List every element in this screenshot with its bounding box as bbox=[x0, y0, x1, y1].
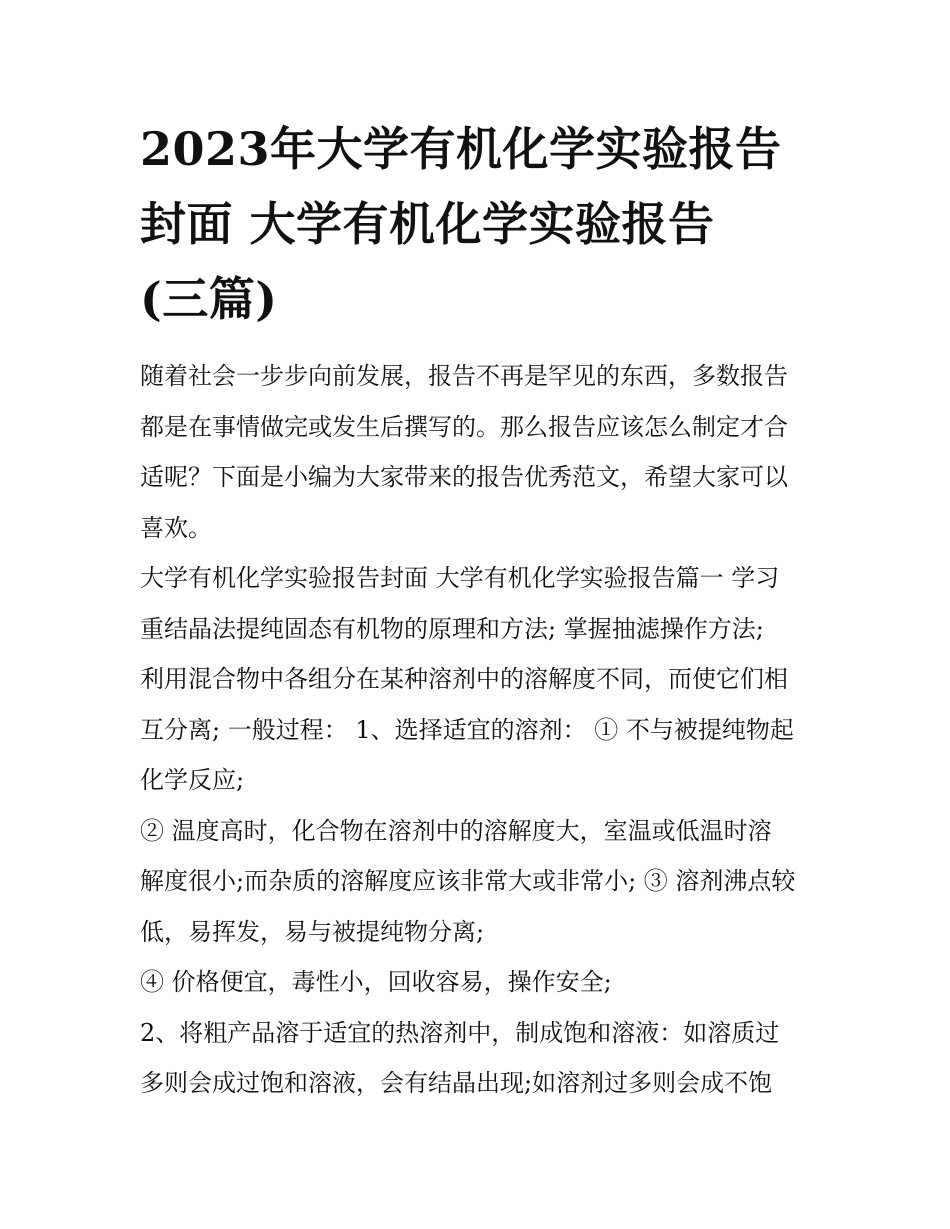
solvent-cost-paragraph bbox=[140, 957, 820, 1008]
step-two-paragraph bbox=[140, 1008, 820, 1109]
text-line: 适呢？下面是小编为大家带来的报告优秀范文，希望大家可以 bbox=[140, 463, 788, 491]
text-line: ④ 价格便宜，毒性小，回收容易，操作安全; bbox=[140, 968, 612, 996]
text-line: 都是在事情做完或发生后撰写的。那么报告应该怎么制定才合 bbox=[140, 412, 788, 441]
title-line: 2023年大学有机化学实验报告 bbox=[140, 122, 782, 176]
text-line: 化学反应; bbox=[140, 766, 245, 794]
text-line: 重结晶法提纯固态有机物的原理和方法; 掌握抽滤操作方法; bbox=[140, 614, 764, 643]
document-title bbox=[140, 112, 820, 337]
text-line: ② 温度高时，化合物在溶剂中的溶解度大，室温或低温时溶 bbox=[140, 816, 772, 845]
text-line: 低，易挥发，易与被提纯物分离; bbox=[140, 917, 485, 946]
text-line: 解度很小;而杂质的溶解度应该非常大或非常小; ③ 溶剂沸点较 bbox=[140, 867, 796, 895]
text-line: 互分离; 一般过程： 1、选择适宜的溶剂： ① 不与被提纯物起 bbox=[140, 715, 794, 744]
text-line: 2、将粗产品溶于适宜的热溶剂中，制成饱和溶液：如溶质过 bbox=[140, 1018, 780, 1047]
intro-paragraph bbox=[140, 351, 820, 553]
text-line: 喜欢。 bbox=[140, 513, 212, 542]
solvent-criteria-paragraph bbox=[140, 806, 820, 958]
text-line: 随着社会一步步向前发展，报告不再是罕见的东西，多数报告 bbox=[140, 362, 788, 390]
title-line: (三篇) bbox=[140, 272, 278, 326]
document-page bbox=[140, 112, 820, 1109]
section-heading-paragraph bbox=[140, 553, 820, 654]
text-line: 大学有机化学实验报告封面 大学有机化学实验报告篇一 学习 bbox=[140, 564, 780, 592]
text-line: 利用混合物中各组分在某种溶剂中的溶解度不同，而使它们相 bbox=[140, 665, 788, 693]
principle-paragraph bbox=[140, 654, 820, 806]
title-line: 封面 大学有机化学实验报告 bbox=[140, 197, 715, 251]
text-line: 多则会成过饱和溶液，会有结晶出现;如溶剂过多则会成不饱 bbox=[140, 1069, 773, 1097]
